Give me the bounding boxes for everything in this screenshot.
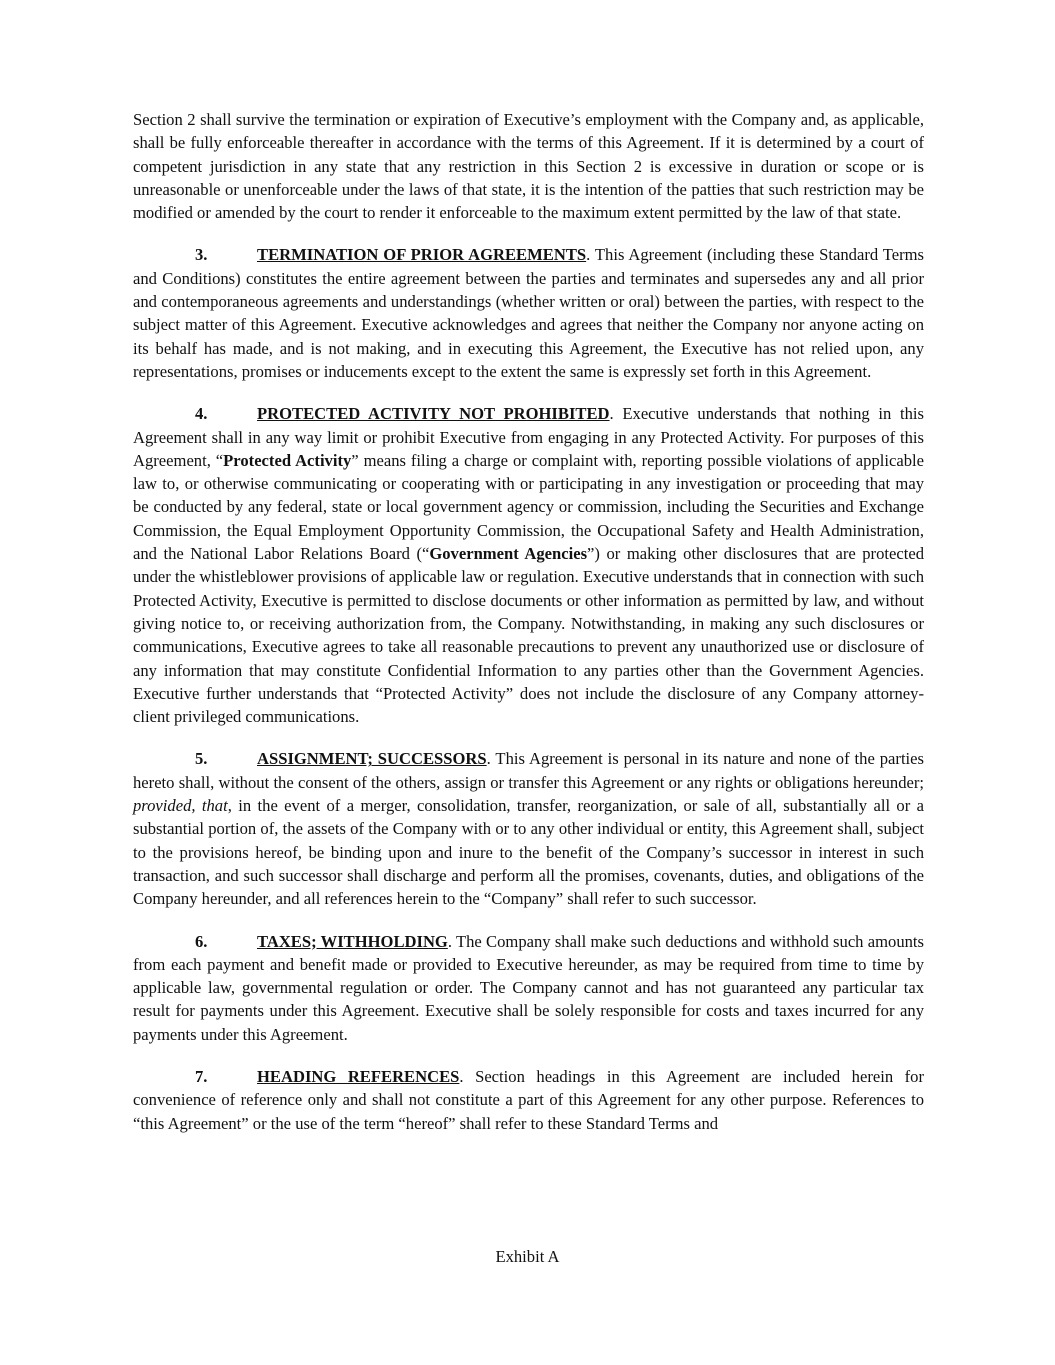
section-body: . This Agreement is personal in its nature and none of the parties hereto shall, without the consent of the others, assign or transfer this Agreement or any rights or obligations hereunder; <box>133 749 924 792</box>
defined-term: Government Agencies <box>429 544 588 564</box>
document-page <box>133 108 924 1154</box>
section-heading: ASSIGNMENT; SUCCESSORS <box>257 749 487 769</box>
defined-term: Protected Activity <box>223 450 352 470</box>
section-number: 6. <box>195 931 208 951</box>
section-heading: PROTECTED ACTIVITY NOT PROHIBITED <box>257 404 610 424</box>
section-heading: TAXES; WITHHOLDING <box>257 931 448 951</box>
section-body: . This Agreement (including these Standard Terms and Conditions) constitutes the entire agreement between the parties and terminates and supersedes any and all prior and contemporaneous agreements and understandings (whether written or oral) between the parties, with respect to the subject matter of this Agreement. Executive acknowledges and agrees that neither the Company nor anyone acting on its behalf has made, and is not making, and in executing this Agreement, the Executive has not relied upon, any representations, promises or inducements except to the extent the same is expressly set forth in this Agreement. <box>133 245 924 381</box>
section-number: 7. <box>195 1066 208 1086</box>
section-body: ” means filing a charge or complaint with, reporting possible violations of applicable law to, or otherwise communicating or cooperating with or participating in any investigation or proceeding that may be conducted by any federal, state or local government agency or commission, including the Securities and Exchange Commission, the Equal Employment Opportunity Commission, the Occupational Safety and Health Administration, and the National Labor Relations Board (“ <box>133 450 924 564</box>
section-heading: HEADING REFERENCES <box>257 1066 460 1086</box>
section-number: 3. <box>195 245 208 265</box>
section-number: 5. <box>195 749 208 769</box>
section-4-paragraph <box>133 402 924 728</box>
page-footer: Exhibit A <box>495 1247 560 1266</box>
section-body: , in the event of a merger, consolidation, transfer, reorganization, or sale of all, substantially all or a substantial portion of, the assets of the Company with or to any other individual or entity, this Agreement shall, subject to the provisions hereof, be binding upon and inure to the benefit of the Company’s successor in interest in such transaction, and such successor shall discharge and perform all the promises, covenants, duties, and obligations of the Company hereunder, and all references herein to the “Company” shall refer to such successor. <box>133 796 924 909</box>
section-body: . The Company shall make such deductions and withhold such amounts from each payment and benefit made or provided to Executive hereunder, as may be required from time to time by applicable law, governmental regulation or order. The Company cannot and has not guaranteed any particular tax result for payments under this Agreement. Executive shall be solely responsible for costs and taxes incurred for any payments under this Agreement. <box>133 931 924 1044</box>
section-number: 4. <box>195 404 208 424</box>
section-body: ”) or making other disclosures that are protected under the whistleblower provisions of applicable law or regulation. Executive understands that in connection with such Protected Activity, Executive is permitted to disclose documents or other information as permitted by law, and without giving notice to, or receiving authorization from, the Company. Notwithstanding, in making any such disclosures or communications, Executive agrees to take all reasonable precautions to prevent any unauthorized use or disclosure of any information that may constitute Confidential Information to any parties other than the Government Agencies. Executive further understands that “Protected Activity” does not include the disclosure of any Company attorney-client privileged communications. <box>133 544 924 727</box>
section-body: . Executive understands that nothing in this Agreement shall in any way limit or prohibit Executive from engaging in any Protected Activity. For purposes of this Agreement, “ <box>133 404 924 470</box>
section-6-paragraph <box>133 930 924 1046</box>
section-5-paragraph <box>133 747 924 910</box>
section-heading: TERMINATION OF PRIOR AGREEMENTS <box>257 245 587 265</box>
section-3-paragraph <box>133 243 924 383</box>
section-body: . Section headings in this Agreement are included herein for convenience of reference only and shall not constitute a part of this Agreement for any other purpose. References to “this Agreement” or the use of the term “hereof” shall refer to these Standard Terms and <box>133 1066 924 1133</box>
intro-paragraph: Section 2 shall survive the termination or expiration of Executive’s employment with the Company and, as applicable, shall be fully enforceable thereafter in accordance with the terms of this Agreement. If it is determined by a court of competent jurisdiction in any state that any restriction in this Section 2 is excessive in duration or scope or is unreasonable or unenforceable under the laws of that state, it is the intention of the patties that such restriction may be modified or amended by the court to render it enforceable to the maximum extent permitted by the law of that state. <box>133 110 924 223</box>
section-7-paragraph <box>133 1065 924 1135</box>
italic-phrase: provided, that <box>133 796 228 816</box>
